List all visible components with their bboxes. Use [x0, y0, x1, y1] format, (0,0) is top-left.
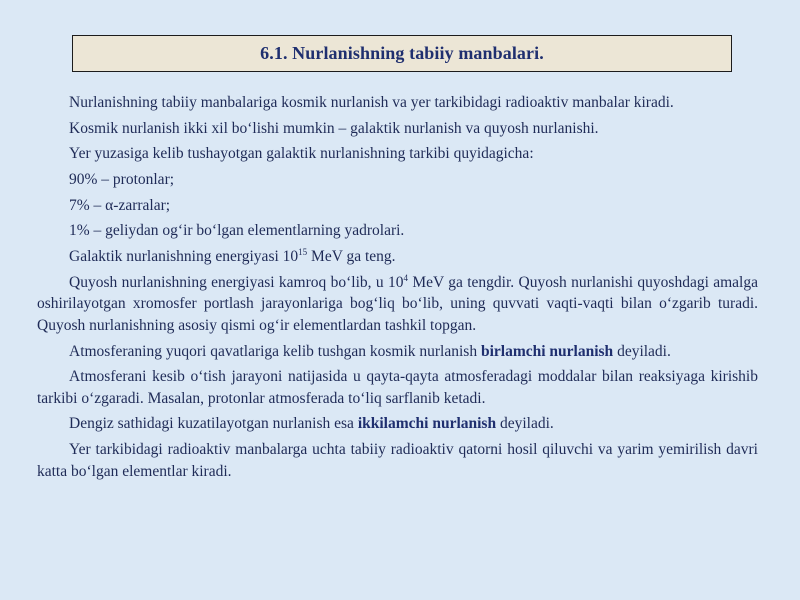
- text-span: deyiladi.: [496, 415, 554, 433]
- title-box: [72, 35, 732, 72]
- paragraph-earth-sources: Yer tarkibidagi radioaktiv manbalarga uchta tabiiy radioaktiv qatorni hosil qiluvchi va yarim yemirilish davri katta bo‘lgan elementlar kiradi.: [37, 441, 758, 480]
- paragraph-galactic-composition: Yer yuzasiga kelib tushayotgan galaktik nurlanishning tarkibi quyidagicha:: [69, 145, 534, 163]
- text-span: MeV ga tengdir. Quyosh nurlanishi quyoshdagi amalga oshirilayotgan xromosfer portlash jarayonlariga bog‘liq bo‘lib, uning quvvati vaqti-vaqti bilan o‘zgarib turadi. Quyosh nurlanishning asosiy qismi og‘ir elementlardan tashkil topgan.: [37, 273, 758, 334]
- text-span: deyiladi.: [613, 342, 671, 360]
- term-primary-radiation: birlamchi nurlanish: [480, 342, 614, 360]
- paragraph-solar-energy: [37, 272, 758, 337]
- paragraph-galactic-energy: [37, 246, 758, 268]
- exponent: 15: [298, 246, 308, 257]
- list-item-alpha: 7% – α-zarralar;: [69, 196, 171, 214]
- list-item-nuclei: 1% – geliydan og‘ir bo‘lgan elementlarning yadrolari.: [69, 222, 405, 240]
- text-span: Atmosferaning yuqori qavatlariga kelib tushgan kosmik nurlanish: [69, 342, 481, 360]
- text-span: MeV ga teng.: [307, 248, 396, 266]
- paragraph-atmosphere-reaction: Atmosferani kesib o‘tish jarayoni natijasida u qayta-qayta atmosferadagi moddalar bilan reaksiyaga kirishib tarkibi o‘zgaradi. Masalan, protonlar atmosferada to‘liq sarflanib ketadi.: [37, 368, 758, 407]
- paragraph-secondary-radiation: [37, 413, 758, 435]
- paragraph-primary-radiation: [37, 341, 758, 363]
- paragraph-intro: Nurlanishning tabiiy manbalariga kosmik nurlanish va yer tarkibidagi radioaktiv manbalar kiradi.: [69, 94, 674, 111]
- content-body: [37, 92, 758, 486]
- text-span: Galaktik nurlanishning energiyasi 10: [69, 248, 299, 266]
- exponent: 4: [403, 272, 408, 283]
- text-span: Dengiz sathidagi kuzatilayotgan nurlanish esa: [69, 415, 358, 433]
- paragraph-cosmic-types: Kosmik nurlanish ikki xil bo‘lishi mumkin – galaktik nurlanish va quyosh nurlanishi.: [69, 119, 599, 137]
- text-span: Quyosh nurlanishning energiyasi kamroq bo‘lib, u 10: [69, 273, 404, 291]
- term-secondary-radiation: ikkilamchi nurlanish: [357, 415, 497, 433]
- page-title: 6.1. Nurlanishning tabiiy manbalari.: [260, 43, 544, 63]
- list-item-protons: 90% – protonlar;: [69, 171, 175, 189]
